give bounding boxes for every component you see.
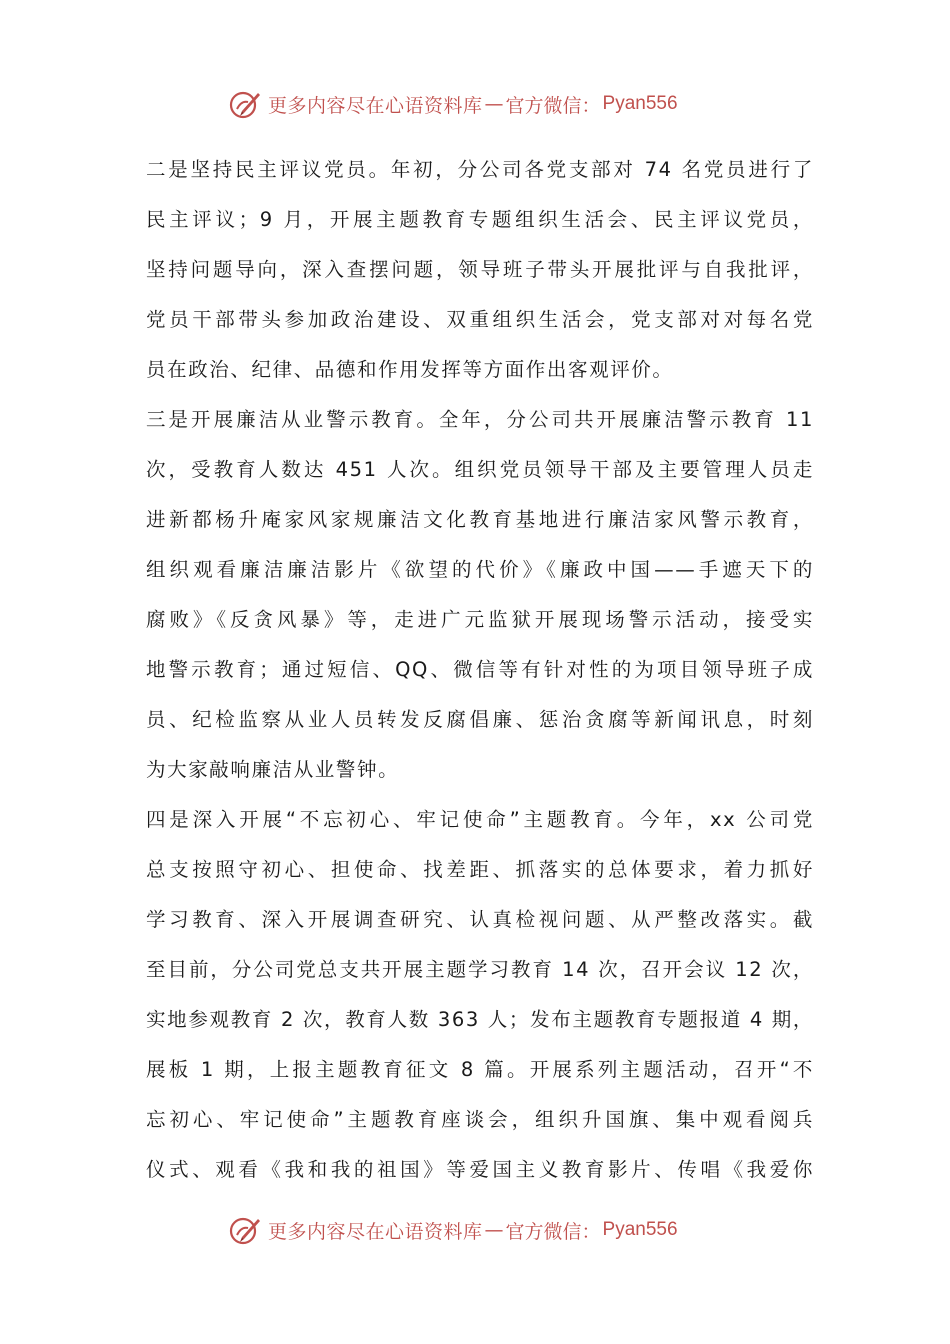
text-line: 党员干部带头参加政治建设、双重组织生活会，党支部对对每名党 [146, 308, 814, 331]
text-line: 次，受教育人数达 451 人次。组织党员领导干部及主要管理人员走 [146, 458, 814, 481]
text-line: 四是深入开展“不忘初心、牢记使命”主题教育。今年，xx 公司党 [146, 808, 814, 831]
text-line: 为大家敲响廉洁从业警钟。 [146, 758, 400, 781]
wechat-id: Pyan556 [602, 1219, 678, 1240]
footer-banner [228, 1210, 748, 1250]
text-line: 二是坚持民主评议党员。年初，分公司各党支部对 74 名党员进行了 [146, 158, 814, 181]
text-line: 三是开展廉洁从业警示教育。全年，分公司共开展廉洁警示教育 11 [146, 408, 814, 431]
text-line: 员在政治、纪律、品德和作用发挥等方面作出客观评价。 [146, 358, 674, 381]
text-line: 实地参观教育 2 次，教育人数 363 人；发布主题教育专题报道 4 期， [146, 1008, 814, 1031]
banner-separator: — [484, 93, 504, 115]
document-body [146, 145, 814, 1195]
paragraph-party-review [146, 145, 814, 395]
wechat-label: 官方微信： [505, 94, 601, 117]
site-name: 更多内容尽在心语资料库 [268, 1220, 483, 1243]
text-line: 至目前，分公司党总支共开展主题学习教育 14 次，召开会议 12 次， [146, 958, 814, 981]
paragraph-integrity-education [146, 395, 814, 795]
wechat-id: Pyan556 [602, 93, 678, 114]
text-line: 进新都杨升庵家风家规廉洁文化教育基地进行廉洁家风警示教育， [146, 508, 814, 531]
text-line: 总支按照守初心、担使命、找差距、抓落实的总体要求，着力抓好 [146, 858, 814, 881]
text-line: 民主评议；9 月，开展主题教育专题组织生活会、民主评议党员， [146, 208, 814, 231]
text-line: 学习教育、深入开展调查研究、认真检视问题、从严整改落实。截 [146, 908, 814, 931]
wechat-label: 官方微信： [505, 1220, 601, 1243]
text-line: 展板 1 期，上报主题教育征文 8 篇。开展系列主题活动，召开“不 [146, 1058, 814, 1081]
pen-logo-icon [228, 1213, 262, 1247]
text-line: 仪式、观看《我和我的祖国》等爱国主义教育影片、传唱《我爱你 [146, 1158, 814, 1181]
pen-logo-icon [228, 87, 262, 121]
text-line: 地警示教育；通过短信、QQ、微信等有针对性的为项目领导班子成 [146, 658, 814, 681]
text-line: 组织观看廉洁廉洁影片《欲望的代价》《廉政中国——手遮天下的 [146, 558, 814, 581]
banner-separator: — [484, 1219, 504, 1241]
text-line: 员、纪检监察从业人员转发反腐倡廉、惩治贪腐等新闻讯息，时刻 [146, 708, 814, 731]
header-banner [228, 84, 748, 124]
paragraph-theme-education [146, 795, 814, 1195]
text-line: 坚持问题导向，深入查摆问题，领导班子带头开展批评与自我批评， [146, 258, 814, 281]
site-name: 更多内容尽在心语资料库 [268, 94, 483, 117]
text-line: 腐败》《反贪风暴》等，走进广元监狱开展现场警示活动，接受实 [146, 608, 814, 631]
text-line: 忘初心、牢记使命”主题教育座谈会，组织升国旗、集中观看阅兵 [146, 1108, 814, 1131]
